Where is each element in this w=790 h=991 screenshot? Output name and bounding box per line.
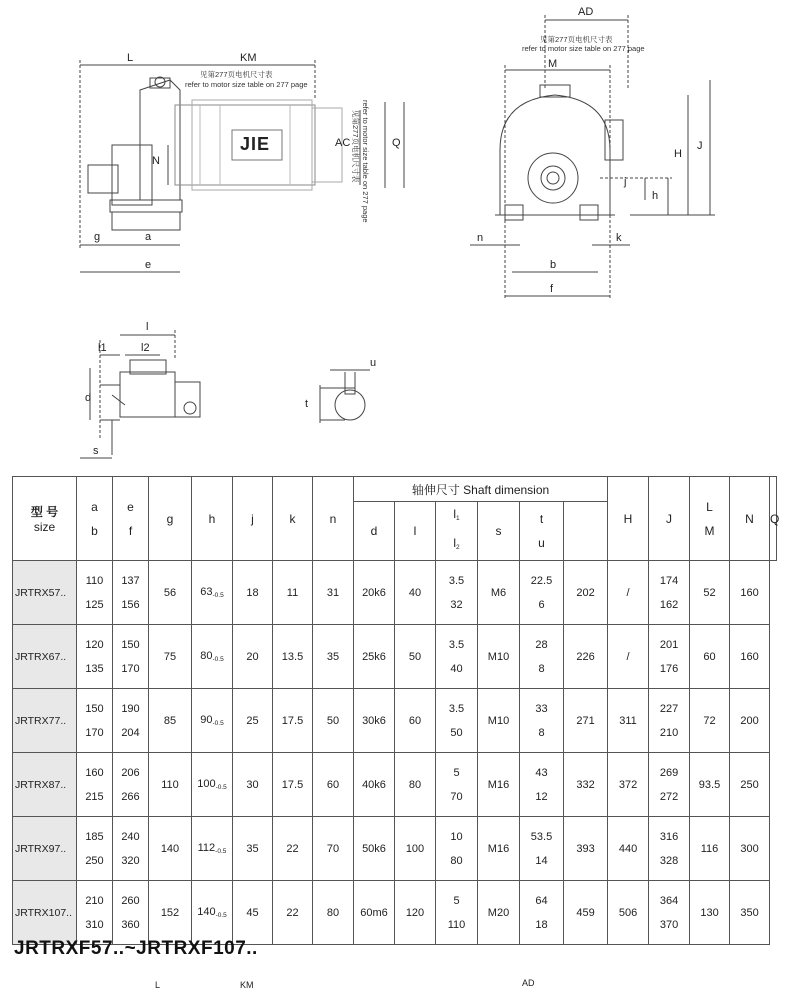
- cell-M: 176: [659, 662, 679, 675]
- cell-tolerance: -0.5: [215, 848, 227, 855]
- cell-e: 190: [121, 702, 140, 715]
- cell-d: 60m6: [360, 906, 388, 919]
- cell-size: JRTRX87..: [15, 778, 67, 791]
- dim-d: d: [85, 392, 92, 404]
- cell-a: 185: [85, 830, 104, 843]
- table-row: [13, 881, 777, 945]
- motor-note-cn-front: 见第277页电机尺寸表: [540, 35, 613, 44]
- cell-tolerance: -0.5: [212, 592, 224, 599]
- dim-J: J: [697, 140, 703, 152]
- header-g: g: [149, 477, 192, 561]
- table-row: [13, 817, 777, 881]
- cell-n: 60: [326, 778, 340, 791]
- cell-Q: 350: [740, 906, 759, 919]
- cell-j: 30: [246, 778, 259, 791]
- cell-l: 60: [408, 714, 422, 727]
- size-header-cn: 型 号: [30, 505, 59, 519]
- cell-H: 332: [576, 778, 595, 791]
- cell-j: 25: [246, 714, 259, 727]
- cell-L: 227: [659, 702, 679, 715]
- cell-h: 90: [200, 714, 213, 726]
- cell-tolerance: -0.5: [212, 656, 224, 663]
- cell-tolerance: -0.5: [215, 784, 227, 791]
- cell-a: 150: [85, 702, 104, 715]
- cell-M: 370: [659, 918, 679, 931]
- cell-s: M10: [487, 650, 510, 663]
- cell-h: 112: [197, 842, 216, 854]
- header-J: J: [649, 477, 690, 561]
- cell-h: 100: [197, 778, 216, 790]
- cell-u: 18: [535, 918, 548, 931]
- next-dim-L: L: [155, 980, 161, 990]
- cell-l: 50: [408, 650, 422, 663]
- cell-H: 226: [576, 650, 595, 663]
- cell-j: 45: [246, 906, 259, 919]
- dim-L: L: [127, 52, 134, 64]
- cell-N: 130: [700, 906, 719, 919]
- cell-N: 116: [700, 842, 719, 855]
- cell-f: 320: [121, 854, 140, 867]
- cell-t: 53.5: [530, 830, 553, 843]
- cell-t: 33: [535, 702, 548, 715]
- cell-a: 120: [85, 638, 104, 651]
- cell-s: M16: [487, 778, 510, 791]
- cell-g: 75: [163, 650, 177, 663]
- next-dim-KM: KM: [240, 980, 254, 990]
- dim-j: j: [624, 176, 627, 188]
- technical-drawing: [0, 0, 790, 470]
- cell-M: 210: [659, 726, 679, 739]
- header-e: e: [127, 499, 134, 514]
- size-header-en: size: [33, 520, 56, 534]
- cell-l: 120: [405, 906, 425, 919]
- header-n: n: [313, 477, 354, 561]
- cell-n: 31: [326, 586, 340, 599]
- cell-h: 63: [200, 586, 213, 598]
- motor-note-cn-vert: 见第277页电机尺寸表: [351, 110, 360, 183]
- cell-l2: 70: [450, 790, 463, 803]
- cell-H: 393: [576, 842, 595, 855]
- cell-l1: 3.5: [448, 702, 465, 715]
- cell-M: 328: [659, 854, 679, 867]
- header-u: u: [538, 536, 545, 550]
- cell-Q: 300: [740, 842, 759, 855]
- cell-size: JRTRX77..: [15, 714, 67, 727]
- cell-t: 43: [535, 766, 548, 779]
- cell-f: 170: [121, 662, 140, 675]
- dim-k: k: [616, 232, 622, 244]
- cell-g: 56: [163, 586, 177, 599]
- cell-tolerance: -0.5: [215, 912, 227, 919]
- cell-k: 17.5: [281, 778, 304, 791]
- cell-k: 22: [286, 906, 299, 919]
- cell-b: 170: [85, 726, 104, 739]
- cell-g: 140: [160, 842, 180, 855]
- cell-s: M10: [487, 714, 510, 727]
- table-row: [13, 561, 777, 625]
- dim-g: g: [94, 231, 101, 243]
- cell-l2: 40: [450, 662, 463, 675]
- cell-h: 80: [200, 650, 213, 662]
- cell-l1: 3.5: [448, 638, 465, 651]
- dim-l: l: [146, 321, 149, 333]
- dim-l2: l2: [141, 342, 150, 354]
- dim-h: h: [652, 190, 659, 202]
- cell-N: 93.5: [698, 778, 721, 791]
- motor-note-en-vert: refer to motor size table on 277 page: [361, 100, 370, 223]
- header-h: h: [192, 477, 233, 561]
- dim-e: e: [145, 259, 152, 271]
- dim-N: N: [152, 155, 160, 167]
- cell-l2: 32: [450, 598, 463, 611]
- cell-k: 17.5: [281, 714, 304, 727]
- cell-b: 250: [85, 854, 104, 867]
- cell-d: 30k6: [362, 714, 386, 727]
- cell-g: 85: [163, 714, 177, 727]
- header-k: k: [273, 477, 313, 561]
- cell-Q: 200: [740, 714, 759, 727]
- cell-size: JRTRX67..: [15, 650, 67, 663]
- key-detail: [320, 370, 370, 423]
- cell-l2: 110: [447, 918, 466, 931]
- cell-N: 52: [703, 586, 716, 599]
- cell-b: 310: [85, 918, 104, 931]
- cell-J: 506: [618, 906, 638, 919]
- cell-J: /: [626, 650, 630, 663]
- drawing-svg: [0, 0, 790, 470]
- cell-size: JRTRX107..: [15, 906, 72, 919]
- cell-a: 210: [85, 894, 104, 907]
- next-dim-AD: AD: [522, 978, 535, 988]
- header-e-f: [113, 477, 149, 561]
- cell-a: 110: [85, 574, 104, 587]
- cell-b: 215: [85, 790, 104, 803]
- cell-l1: 5: [453, 894, 460, 907]
- cell-l1: 5: [453, 766, 460, 779]
- dim-a: a: [145, 231, 152, 243]
- cell-n: 50: [326, 714, 340, 727]
- cell-H: 459: [576, 906, 595, 919]
- cell-f: 204: [121, 726, 140, 739]
- brand-logo: JIE: [240, 134, 271, 154]
- header-d: d: [354, 502, 395, 561]
- cell-f: 266: [121, 790, 140, 803]
- cell-u: 6: [538, 598, 545, 611]
- header-f: f: [128, 523, 133, 538]
- cell-n: 35: [326, 650, 340, 663]
- cell-u: 8: [538, 662, 545, 675]
- dim-u: u: [370, 357, 377, 369]
- cell-j: 20: [246, 650, 259, 663]
- header-L-M: [690, 477, 730, 561]
- cell-e: 240: [121, 830, 140, 843]
- dimension-table: [12, 476, 780, 945]
- cell-n: 80: [326, 906, 340, 919]
- cell-t: 28: [535, 638, 548, 651]
- cell-u: 12: [535, 790, 548, 803]
- cell-u: 8: [538, 726, 545, 739]
- cell-a: 160: [85, 766, 104, 779]
- cell-h: 140: [197, 906, 216, 918]
- cell-H: 202: [576, 586, 595, 599]
- motor-note-en: refer to motor size table on 277 page: [185, 80, 308, 89]
- header-a-b: [77, 477, 113, 561]
- cell-l: 80: [408, 778, 422, 791]
- cell-e: 206: [121, 766, 140, 779]
- dim-n: n: [477, 232, 484, 244]
- table-row: [13, 753, 777, 817]
- cell-d: 50k6: [362, 842, 386, 855]
- header-s: s: [478, 502, 520, 561]
- header-j: j: [233, 477, 273, 561]
- cell-L: 174: [659, 574, 679, 587]
- header-l2: $l_2$: [453, 536, 460, 551]
- cell-e: 137: [121, 574, 140, 587]
- cell-l2: 50: [450, 726, 463, 739]
- cell-size: JRTRX57..: [15, 586, 67, 599]
- header-L: L: [706, 499, 713, 514]
- dim-KM: KM: [240, 52, 257, 64]
- cell-L: 201: [659, 638, 679, 651]
- dim-f: f: [550, 283, 554, 295]
- cell-n: 70: [326, 842, 340, 855]
- cell-j: 35: [246, 842, 259, 855]
- cell-s: M20: [487, 906, 510, 919]
- size-header: [13, 477, 77, 561]
- cell-e: 260: [121, 894, 140, 907]
- motor-note-cn: 见第277页电机尺寸表: [200, 70, 273, 79]
- dim-l1: l1: [98, 342, 107, 354]
- dim-M: M: [548, 58, 558, 70]
- dim-b: b: [550, 259, 557, 271]
- cell-d: 40k6: [362, 778, 386, 791]
- cell-j: 18: [246, 586, 259, 599]
- dim-Q: Q: [392, 137, 401, 149]
- cell-s: M16: [487, 842, 510, 855]
- cell-H: 271: [576, 714, 595, 727]
- table-row: [13, 625, 777, 689]
- cell-L: 269: [659, 766, 679, 779]
- cell-J: 440: [618, 842, 638, 855]
- shaft-header: 轴伸尺寸 Shaft dimension: [354, 477, 608, 502]
- header-H: H: [608, 477, 649, 561]
- header-Q: Q: [770, 477, 777, 561]
- cell-J: /: [626, 586, 630, 599]
- cell-Q: 160: [740, 586, 759, 599]
- cell-tolerance: -0.5: [212, 720, 224, 727]
- cell-Q: 160: [740, 650, 759, 663]
- cell-l2: 80: [450, 854, 463, 867]
- cell-t: 64: [535, 894, 548, 907]
- next-series-title: JRTRXF57..~JRTRXF107..: [14, 938, 258, 959]
- dim-AC: AC: [335, 137, 351, 149]
- cell-M: 272: [659, 790, 679, 803]
- cell-f: 360: [121, 918, 140, 931]
- cell-M: 162: [659, 598, 679, 611]
- cell-t: 22.5: [530, 574, 553, 587]
- cell-l1: 3.5: [448, 574, 465, 587]
- cell-L: 364: [659, 894, 679, 907]
- cell-size: JRTRX97..: [15, 842, 67, 855]
- cell-g: 152: [160, 906, 180, 919]
- cell-b: 135: [85, 662, 104, 675]
- dim-t: t: [305, 398, 309, 410]
- header-a: a: [91, 499, 98, 514]
- cell-l: 100: [405, 842, 425, 855]
- header-l1-l2: [436, 502, 478, 561]
- cell-e: 150: [121, 638, 140, 651]
- header-t-u: [520, 502, 564, 561]
- cell-f: 156: [121, 598, 140, 611]
- cell-J: 372: [618, 778, 638, 791]
- cell-l: 40: [408, 586, 422, 599]
- cell-k: 11: [286, 586, 299, 599]
- header-b: b: [91, 523, 98, 538]
- cell-d: 25k6: [362, 650, 386, 663]
- cell-N: 72: [703, 714, 716, 727]
- cell-N: 60: [703, 650, 716, 663]
- dim-H: H: [674, 148, 682, 160]
- cell-s: M6: [490, 586, 507, 599]
- header-N: N: [730, 477, 770, 561]
- cell-L: 316: [659, 830, 679, 843]
- motor-note-en-front: refer to motor size table on 277 page: [522, 44, 645, 53]
- header-l1: $l_1$: [453, 507, 460, 522]
- cell-u: 14: [535, 854, 548, 867]
- cell-l1: 10: [450, 830, 463, 843]
- table-body: [13, 561, 777, 945]
- header-M: M: [704, 523, 715, 538]
- cell-b: 125: [85, 598, 104, 611]
- cell-g: 110: [161, 778, 179, 791]
- cell-Q: 250: [740, 778, 759, 791]
- table-row: [13, 689, 777, 753]
- dim-s: s: [93, 445, 99, 457]
- header-t: t: [539, 512, 544, 526]
- cell-d: 20k6: [362, 586, 386, 599]
- dim-AD: AD: [578, 6, 594, 18]
- cell-k: 22: [286, 842, 299, 855]
- header-l: l: [395, 502, 436, 561]
- cell-J: 311: [619, 714, 637, 727]
- cell-k: 13.5: [281, 650, 304, 663]
